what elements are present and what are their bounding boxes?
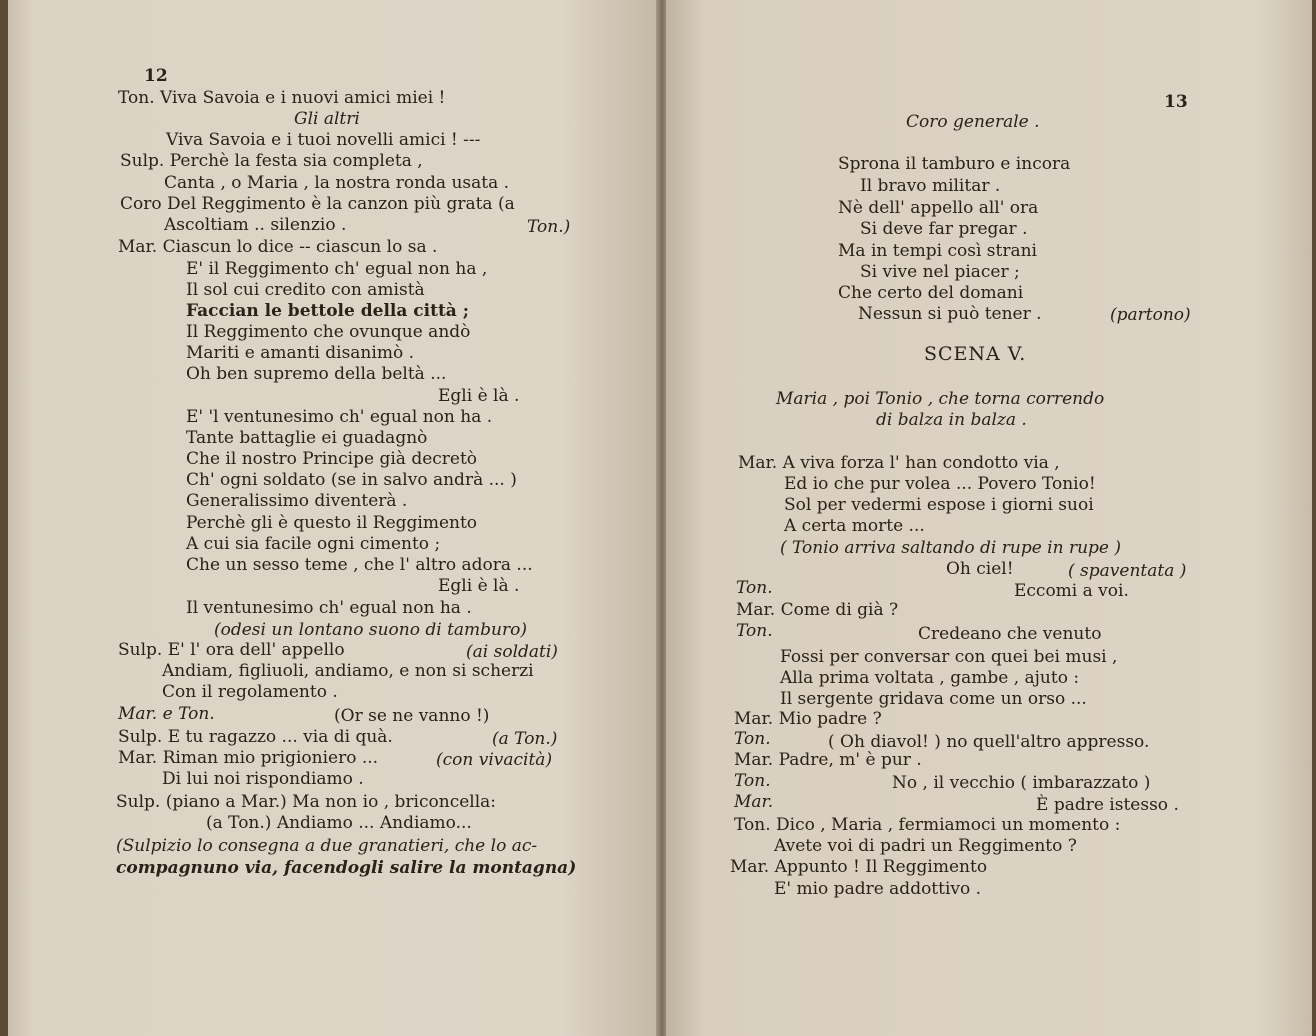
text-line: Ton.	[736, 578, 773, 598]
text-line: Il ventunesimo ch' egual non ha .	[186, 598, 472, 618]
text-line: Oh ciel!	[946, 559, 1014, 579]
text-line: Ton.	[736, 621, 773, 641]
text-line: Ton.	[734, 729, 771, 749]
text-line: Mar. Ciascun lo dice -- ciascun lo sa .	[118, 237, 438, 257]
text-line: Mar. Appunto ! Il Reggimento	[730, 857, 988, 877]
text-line: Perchè gli è questo il Reggimento	[186, 513, 478, 533]
text-line: Canta , o Maria , la nostra ronda usata .	[164, 173, 510, 193]
text-line: Il sol cui credito con amistà	[186, 280, 425, 300]
text-line: Viva Savoia e i tuoi novelli amici ! ---	[166, 130, 481, 150]
text-line: Che certo del domani	[838, 283, 1024, 303]
text-line: Con il regolamento .	[162, 682, 338, 702]
text-line: Avete voi di padri un Reggimento ?	[774, 836, 1077, 856]
stage-direction: (Sulpizio lo consegna a due granatieri, che lo ac-	[116, 836, 538, 856]
text-line: Ton.	[734, 771, 771, 791]
stage-direction: ( Tonio arriva saltando di rupe in rupe )	[780, 538, 1122, 558]
text-line: Sulp. E tu ragazzo ... via di quà.	[118, 727, 393, 747]
text-line: Nessun si può tener .	[858, 304, 1042, 324]
text-line: Oh ben supremo della beltà ...	[186, 364, 447, 384]
page-number-left: 12	[144, 66, 168, 86]
text-line: ( Oh diavol! ) no quell'altro appresso.	[828, 732, 1150, 752]
stage-direction: Ton.)	[527, 217, 571, 237]
text-line: No , il vecchio ( imbarazzato )	[892, 773, 1151, 793]
text-line: È padre istesso .	[1036, 795, 1179, 815]
stage-direction: (con vivacità)	[436, 750, 553, 770]
text-line: A cui sia facile ogni cimento ;	[186, 534, 441, 554]
text-line: Ch' ogni soldato (se in salvo andrà ... )	[186, 470, 517, 490]
text-line: Tante battaglie ei guadagnò	[186, 428, 428, 448]
stage-direction: (Or se ne vanno !)	[334, 706, 490, 726]
text-line: Sulp. (piano a Mar.) Ma non io , briconcella:	[116, 792, 497, 812]
text-line: E' 'l ventunesimo ch' egual non ha .	[186, 407, 493, 427]
text-line: A certa morte ...	[784, 516, 925, 536]
text-line: Generalissimo diventerà .	[186, 491, 408, 511]
stage-direction: ( spaventata )	[1068, 561, 1187, 581]
scene-heading: SCENA V.	[924, 343, 1027, 365]
text-line: Mar. Mio padre ?	[734, 709, 882, 729]
text-line: Di lui noi rispondiamo .	[162, 769, 364, 789]
text-line: Ton. Dico , Maria , fermiamoci un momento :	[734, 815, 1121, 835]
text-line: Ed io che pur volea ... Povero Tonio!	[784, 474, 1096, 494]
text-line: Mar. Riman mio prigioniero ...	[118, 748, 379, 768]
text-line: Egli è là .	[438, 386, 520, 406]
text-line: E' mio padre addottivo .	[774, 879, 982, 899]
text-line: Mar. Padre, m' è pur .	[734, 750, 922, 770]
text-line: Mariti e amanti disanimò .	[186, 343, 414, 363]
section-heading: Coro generale .	[906, 112, 1040, 132]
text-line: Credeano che venuto	[918, 624, 1102, 644]
text-line: Nè dell' appello all' ora	[838, 198, 1039, 218]
stage-direction: (ai soldati)	[466, 642, 558, 662]
text-line: Il Reggimento che ovunque andò	[186, 322, 471, 342]
text-line: Sprona il tamburo e incora	[838, 154, 1071, 174]
text-line: Ton. Viva Savoia e i nuovi amici miei !	[118, 88, 446, 108]
text-line: Si deve far pregar .	[860, 219, 1028, 239]
text-line: Andiam, figliuoli, andiamo, e non si scherzi	[162, 661, 534, 681]
stage-direction: (partono)	[1110, 305, 1191, 325]
text-line: Mar. e Ton.	[118, 704, 215, 724]
text-line: Mar. Come di già ?	[736, 600, 899, 620]
text-line: Che un sesso teme , che l' altro adora ...	[186, 555, 533, 575]
text-line: Ma in tempi così strani	[838, 241, 1037, 261]
text-line: Coro Del Reggimento è la canzon più grata (a	[120, 194, 515, 214]
stage-direction: (a Ton.)	[492, 729, 558, 749]
text-line: Eccomi a voi.	[1014, 581, 1129, 601]
text-line: Mar. A viva forza l' han condotto via ,	[738, 453, 1060, 473]
text-line: Si vive nel piacer ;	[860, 262, 1020, 282]
stage-direction: compagnuno via, facendogli salire la montagna)	[116, 858, 577, 878]
text-line: Mar.	[734, 792, 774, 812]
text-line: Sulp. Perchè la festa sia completa ,	[120, 151, 423, 171]
stage-direction: Gli altri	[294, 109, 360, 129]
text-line: Faccian le bettole della città ;	[186, 301, 470, 321]
text-line: Alla prima voltata , gambe , ajuto :	[780, 668, 1080, 688]
text-line: Egli è là .	[438, 576, 520, 596]
text-line: Il bravo militar .	[860, 176, 1001, 196]
text-line: Sol per vedermi espose i giorni suoi	[784, 495, 1094, 515]
page-number-right: 13	[1164, 92, 1188, 112]
stage-direction: Maria , poi Tonio , che torna correndo	[776, 389, 1105, 409]
text-line: E' il Reggimento ch' egual non ha ,	[186, 259, 488, 279]
text-line: Fossi per conversar con quei bei musi ,	[780, 647, 1118, 667]
text-line: Sulp. E' l' ora dell' appello	[118, 640, 345, 660]
text-line: (a Ton.) Andiamo ... Andiamo...	[206, 813, 472, 833]
text-line: Ascoltiam .. silenzio .	[164, 215, 347, 235]
stage-direction: di balza in balza .	[876, 410, 1027, 430]
stage-direction: (odesi un lontano suono di tamburo)	[214, 620, 527, 640]
text-line: Che il nostro Principe già decretò	[186, 449, 478, 469]
text-line: Il sergente gridava come un orso ...	[780, 689, 1087, 709]
